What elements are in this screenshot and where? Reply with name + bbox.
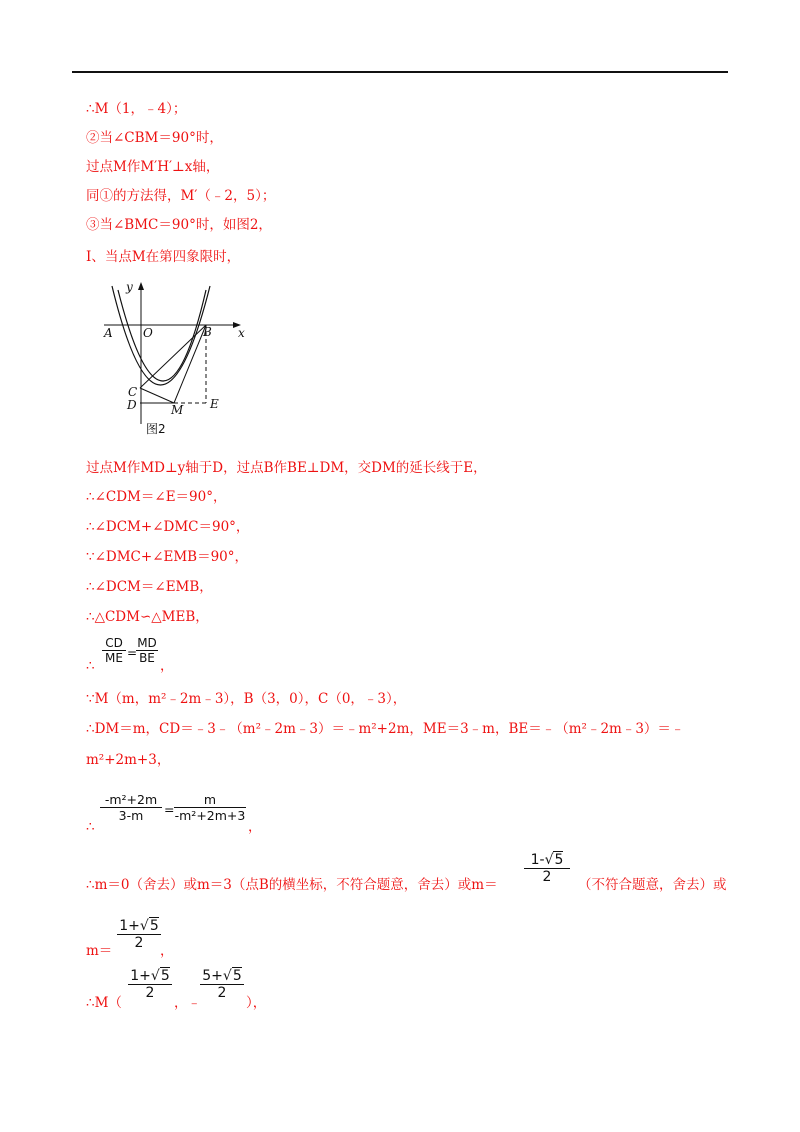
label-D: D — [127, 398, 137, 412]
fraction-numerator-part: 5+ — [202, 968, 223, 984]
equals-sign: = — [127, 646, 138, 660]
fraction-denominator: 2 — [134, 935, 144, 951]
fraction-MD-BE — [136, 636, 158, 665]
label-x: x — [238, 326, 245, 340]
fraction-numerator: m — [203, 792, 217, 807]
label-M: M — [171, 403, 184, 417]
fraction-numerator: CD — [105, 636, 123, 650]
text-line-7: 过点M作MD⊥y轴于D，过点B作BE⊥DM，交DM的延长线于E， — [86, 460, 487, 476]
fraction-left — [100, 792, 162, 823]
text-line-2: ②当∠CBM＝90°时， — [86, 130, 223, 146]
text-line-9: ∴∠DCM+∠DMC＝90°， — [86, 519, 250, 535]
therefore-symbol-2: ∴ — [86, 819, 95, 835]
segment-MB — [174, 325, 206, 403]
text-line-18a: ∴m＝0（舍去）或m＝3（点B的横坐标，不符合题意，舍去）或m＝ — [86, 877, 498, 893]
text-line-14: ∵M（m，m²﹣2m﹣3），B（3，0），C（0，﹣3）， — [86, 691, 407, 707]
fraction-numerator: -m²+2m — [104, 792, 158, 807]
text-line-1: ∴M（1，﹣4）； — [86, 101, 187, 117]
fraction-numerator: MD — [137, 636, 157, 650]
fraction-denominator: -m²+2m+3 — [174, 808, 246, 823]
text-line-18b: （不符合题意，舍去）或 — [578, 877, 727, 893]
text-line-16: m²+2m+3， — [86, 752, 171, 768]
text-line-4: 同①的方法得，M′（﹣2，5）； — [86, 188, 276, 204]
header-rule — [72, 71, 728, 73]
text-line-10: ∵∠DMC+∠EMB＝90°， — [86, 549, 249, 565]
fraction-denominator: 2 — [217, 985, 227, 1001]
fraction-numerator: 1+√5 — [119, 918, 159, 934]
text-line-15: ∴DM＝m，CD＝﹣3﹣（m²﹣2m﹣3）＝﹣m²+2m，ME＝3﹣m，BE＝﹣（m²﹣2m﹣3）＝﹣ — [86, 721, 685, 737]
label-A: A — [104, 326, 113, 340]
fraction-denominator: 3-m — [118, 808, 144, 823]
fraction-one-minus-root5-over-2 — [524, 852, 570, 885]
therefore-symbol-1: ∴ — [86, 658, 95, 674]
fraction-CD-ME — [102, 636, 126, 665]
comma-2: ， — [248, 819, 262, 835]
text-line-6: Ⅰ、当点M在第四象限时， — [86, 249, 241, 265]
fraction-M-y — [200, 968, 244, 1001]
y-axis-arrow — [138, 282, 144, 290]
fraction-right — [174, 792, 246, 823]
label-E: E — [210, 397, 219, 411]
comma-3: ， — [160, 943, 174, 959]
fraction-M-x — [128, 968, 172, 1001]
fraction-numerator: 1+√5 — [130, 968, 170, 984]
label-O: O — [143, 326, 153, 340]
figure-caption: 图2 — [146, 422, 166, 436]
text-line-20b: ，﹣ — [174, 995, 201, 1011]
radicand: 5 — [232, 968, 242, 984]
text-line-3: 过点M作M′H′⊥x轴， — [86, 159, 220, 175]
text-line-19a: m＝ — [86, 943, 113, 959]
equals-sign: = — [164, 802, 175, 817]
fraction-denominator: 2 — [145, 985, 155, 1001]
label-B: B — [203, 325, 212, 339]
radicand: 5 — [160, 968, 170, 984]
label-C: C — [128, 385, 138, 399]
fraction-denominator: ME — [105, 651, 123, 665]
fraction-numerator-part: 1+ — [119, 918, 140, 934]
text-line-11: ∴∠DCM＝∠EMB， — [86, 579, 213, 595]
radicand: 5 — [149, 918, 159, 934]
text-line-5: ③当∠BMC＝90°时，如图2， — [86, 217, 272, 233]
text-line-12: ∴△CDM∽△MEB， — [86, 609, 209, 625]
text-line-8: ∴∠CDM＝∠E＝90°， — [86, 489, 227, 505]
fraction-numerator-part: 1+ — [130, 968, 151, 984]
fraction-numerator-part: 1- — [530, 852, 545, 868]
fraction-denominator: BE — [139, 651, 155, 665]
fraction-one-plus-root5-over-2 — [117, 918, 161, 951]
fraction-numerator: 1-√5 — [530, 852, 564, 868]
parabola-figure — [100, 276, 260, 436]
segment-CM — [140, 388, 174, 403]
radicand: 5 — [554, 852, 564, 868]
label-y: y — [126, 280, 133, 294]
text-line-20c: ）， — [246, 995, 267, 1011]
text-line-20a: ∴M（ — [86, 995, 122, 1011]
fraction-numerator: 5+√5 — [202, 968, 242, 984]
fraction-denominator: 2 — [542, 869, 552, 885]
comma-1: ， — [160, 658, 174, 674]
